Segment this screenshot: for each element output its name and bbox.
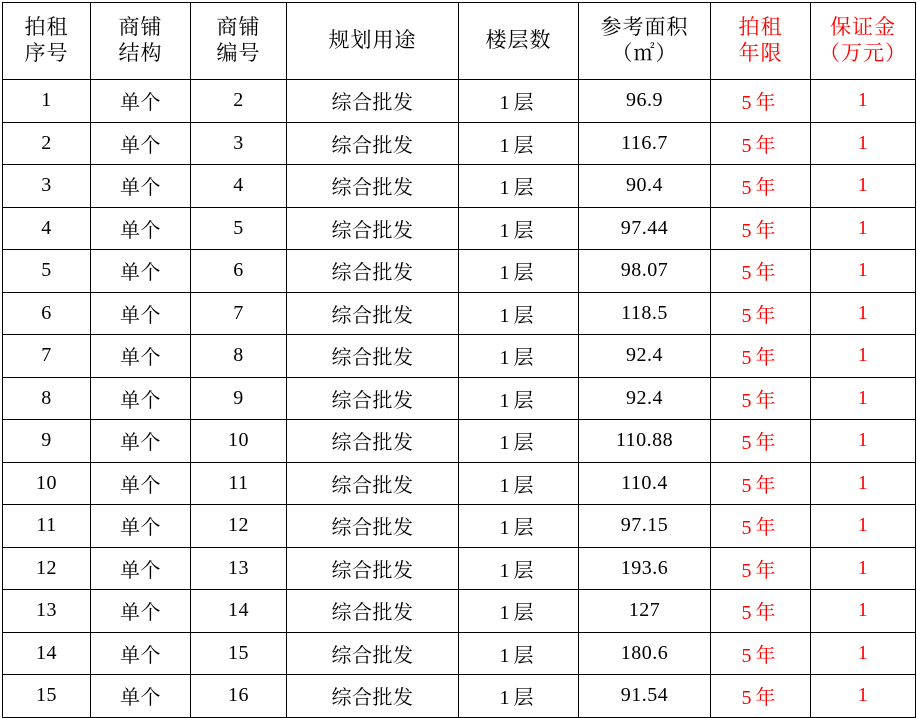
cell-term: 5年 (711, 632, 811, 675)
cell-term: 5年 (711, 165, 811, 208)
cell-usage: 综合批发 (287, 462, 459, 505)
table-header (3, 3, 916, 80)
cell-deposit: 1 (811, 250, 916, 293)
cell-shop-no: 4 (191, 165, 287, 208)
table-row (3, 250, 916, 293)
cell-structure: 单个 (91, 292, 191, 335)
cell-deposit: 1 (811, 590, 916, 633)
cell-usage: 综合批发 (287, 250, 459, 293)
column-header-2 (91, 3, 191, 80)
cell-area: 116.7 (579, 122, 711, 165)
cell-structure: 单个 (91, 675, 191, 718)
cell-structure: 单个 (91, 462, 191, 505)
cell-usage: 综合批发 (287, 207, 459, 250)
cell-deposit: 1 (811, 335, 916, 378)
cell-floors: 1层 (459, 250, 579, 293)
cell-seq: 6 (3, 292, 91, 335)
table-body (3, 80, 916, 718)
cell-area: 96.9 (579, 80, 711, 123)
cell-area: 91.54 (579, 675, 711, 718)
shop-lease-table (2, 2, 916, 718)
cell-term: 5年 (711, 462, 811, 505)
column-header-8 (811, 3, 916, 80)
cell-seq: 9 (3, 420, 91, 463)
table-row (3, 165, 916, 208)
cell-usage: 综合批发 (287, 420, 459, 463)
cell-structure: 单个 (91, 165, 191, 208)
table-row (3, 80, 916, 123)
cell-seq: 2 (3, 122, 91, 165)
cell-seq: 8 (3, 377, 91, 420)
cell-seq: 15 (3, 675, 91, 718)
cell-usage: 综合批发 (287, 292, 459, 335)
column-header-line: 拍租 (738, 15, 783, 40)
cell-usage: 综合批发 (287, 632, 459, 675)
cell-shop-no: 10 (191, 420, 287, 463)
cell-term: 5年 (711, 122, 811, 165)
table-row (3, 122, 916, 165)
cell-floors: 1层 (459, 122, 579, 165)
column-header-line: （㎡） (611, 41, 678, 65)
cell-term: 5年 (711, 547, 811, 590)
cell-floors: 1层 (459, 165, 579, 208)
column-header-7 (711, 3, 811, 80)
table-row (3, 207, 916, 250)
cell-area: 98.07 (579, 250, 711, 293)
cell-term: 5年 (711, 335, 811, 378)
column-header-3 (191, 3, 287, 80)
cell-usage: 综合批发 (287, 590, 459, 633)
cell-area: 90.4 (579, 165, 711, 208)
table-row (3, 377, 916, 420)
cell-deposit: 1 (811, 547, 916, 590)
column-header-1 (3, 3, 91, 80)
cell-shop-no: 16 (191, 675, 287, 718)
cell-shop-no: 2 (191, 80, 287, 123)
cell-area: 92.4 (579, 377, 711, 420)
cell-floors: 1层 (459, 675, 579, 718)
column-header-line: 商铺 (118, 15, 163, 40)
document-sheet (0, 2, 917, 710)
cell-floors: 1层 (459, 292, 579, 335)
cell-area: 180.6 (579, 632, 711, 675)
table-row (3, 505, 916, 548)
table-row (3, 420, 916, 463)
column-header-line: 商铺 (216, 15, 261, 40)
cell-usage: 综合批发 (287, 80, 459, 123)
cell-area: 97.15 (579, 505, 711, 548)
cell-floors: 1层 (459, 632, 579, 675)
cell-seq: 7 (3, 335, 91, 378)
cell-deposit: 1 (811, 632, 916, 675)
cell-floors: 1层 (459, 505, 579, 548)
cell-seq: 11 (3, 505, 91, 548)
table-header-row (3, 3, 916, 80)
cell-shop-no: 3 (191, 122, 287, 165)
cell-seq: 4 (3, 207, 91, 250)
cell-structure: 单个 (91, 122, 191, 165)
cell-term: 5年 (711, 292, 811, 335)
column-header-line: 结构 (118, 41, 163, 65)
cell-structure: 单个 (91, 590, 191, 633)
cell-usage: 综合批发 (287, 547, 459, 590)
cell-term: 5年 (711, 250, 811, 293)
cell-area: 97.44 (579, 207, 711, 250)
cell-floors: 1层 (459, 547, 579, 590)
table-row (3, 590, 916, 633)
cell-seq: 1 (3, 80, 91, 123)
cell-term: 5年 (711, 420, 811, 463)
cell-usage: 综合批发 (287, 335, 459, 378)
cell-usage: 综合批发 (287, 165, 459, 208)
cell-term: 5年 (711, 675, 811, 718)
cell-floors: 1层 (459, 462, 579, 505)
cell-structure: 单个 (91, 547, 191, 590)
column-header-4 (287, 3, 459, 80)
cell-usage: 综合批发 (287, 377, 459, 420)
cell-shop-no: 15 (191, 632, 287, 675)
cell-area: 193.6 (579, 547, 711, 590)
cell-area: 127 (579, 590, 711, 633)
cell-term: 5年 (711, 207, 811, 250)
cell-floors: 1层 (459, 590, 579, 633)
cell-deposit: 1 (811, 207, 916, 250)
cell-area: 110.88 (579, 420, 711, 463)
column-header-5 (459, 3, 579, 80)
cell-shop-no: 13 (191, 547, 287, 590)
cell-term: 5年 (711, 505, 811, 548)
column-header-line: 保证金 (830, 15, 896, 40)
cell-shop-no: 7 (191, 292, 287, 335)
column-header-6 (579, 3, 711, 80)
cell-floors: 1层 (459, 207, 579, 250)
cell-floors: 1层 (459, 80, 579, 123)
cell-term: 5年 (711, 377, 811, 420)
cell-deposit: 1 (811, 80, 916, 123)
cell-structure: 单个 (91, 80, 191, 123)
cell-deposit: 1 (811, 675, 916, 718)
column-header-line: （万元） (819, 41, 907, 65)
column-header-line: 规划用途 (328, 28, 417, 53)
cell-deposit: 1 (811, 420, 916, 463)
cell-shop-no: 11 (191, 462, 287, 505)
cell-deposit: 1 (811, 122, 916, 165)
table-row (3, 547, 916, 590)
cell-deposit: 1 (811, 505, 916, 548)
cell-shop-no: 9 (191, 377, 287, 420)
cell-structure: 单个 (91, 335, 191, 378)
table-row (3, 335, 916, 378)
cell-seq: 10 (3, 462, 91, 505)
cell-structure: 单个 (91, 505, 191, 548)
cell-structure: 单个 (91, 377, 191, 420)
cell-deposit: 1 (811, 292, 916, 335)
table-row (3, 292, 916, 335)
cell-area: 118.5 (579, 292, 711, 335)
table-row (3, 462, 916, 505)
cell-structure: 单个 (91, 207, 191, 250)
cell-seq: 13 (3, 590, 91, 633)
cell-shop-no: 14 (191, 590, 287, 633)
column-header-line: 楼层数 (485, 28, 552, 53)
cell-shop-no: 6 (191, 250, 287, 293)
cell-seq: 12 (3, 547, 91, 590)
cell-shop-no: 12 (191, 505, 287, 548)
cell-seq: 3 (3, 165, 91, 208)
cell-structure: 单个 (91, 250, 191, 293)
cell-term: 5年 (711, 590, 811, 633)
cell-seq: 14 (3, 632, 91, 675)
column-header-line: 序号 (24, 41, 69, 65)
cell-deposit: 1 (811, 377, 916, 420)
column-header-line: 拍租 (24, 15, 69, 40)
cell-usage: 综合批发 (287, 122, 459, 165)
cell-floors: 1层 (459, 377, 579, 420)
cell-structure: 单个 (91, 632, 191, 675)
cell-area: 92.4 (579, 335, 711, 378)
cell-floors: 1层 (459, 335, 579, 378)
cell-floors: 1层 (459, 420, 579, 463)
cell-shop-no: 5 (191, 207, 287, 250)
table-row (3, 675, 916, 718)
cell-deposit: 1 (811, 165, 916, 208)
cell-structure: 单个 (91, 420, 191, 463)
column-header-line: 参考面积 (600, 15, 689, 40)
cell-usage: 综合批发 (287, 505, 459, 548)
column-header-line: 编号 (216, 41, 261, 65)
cell-usage: 综合批发 (287, 675, 459, 718)
cell-seq: 5 (3, 250, 91, 293)
table-row (3, 632, 916, 675)
column-header-line: 年限 (738, 41, 783, 65)
cell-area: 110.4 (579, 462, 711, 505)
cell-deposit: 1 (811, 462, 916, 505)
cell-term: 5年 (711, 80, 811, 123)
cell-shop-no: 8 (191, 335, 287, 378)
